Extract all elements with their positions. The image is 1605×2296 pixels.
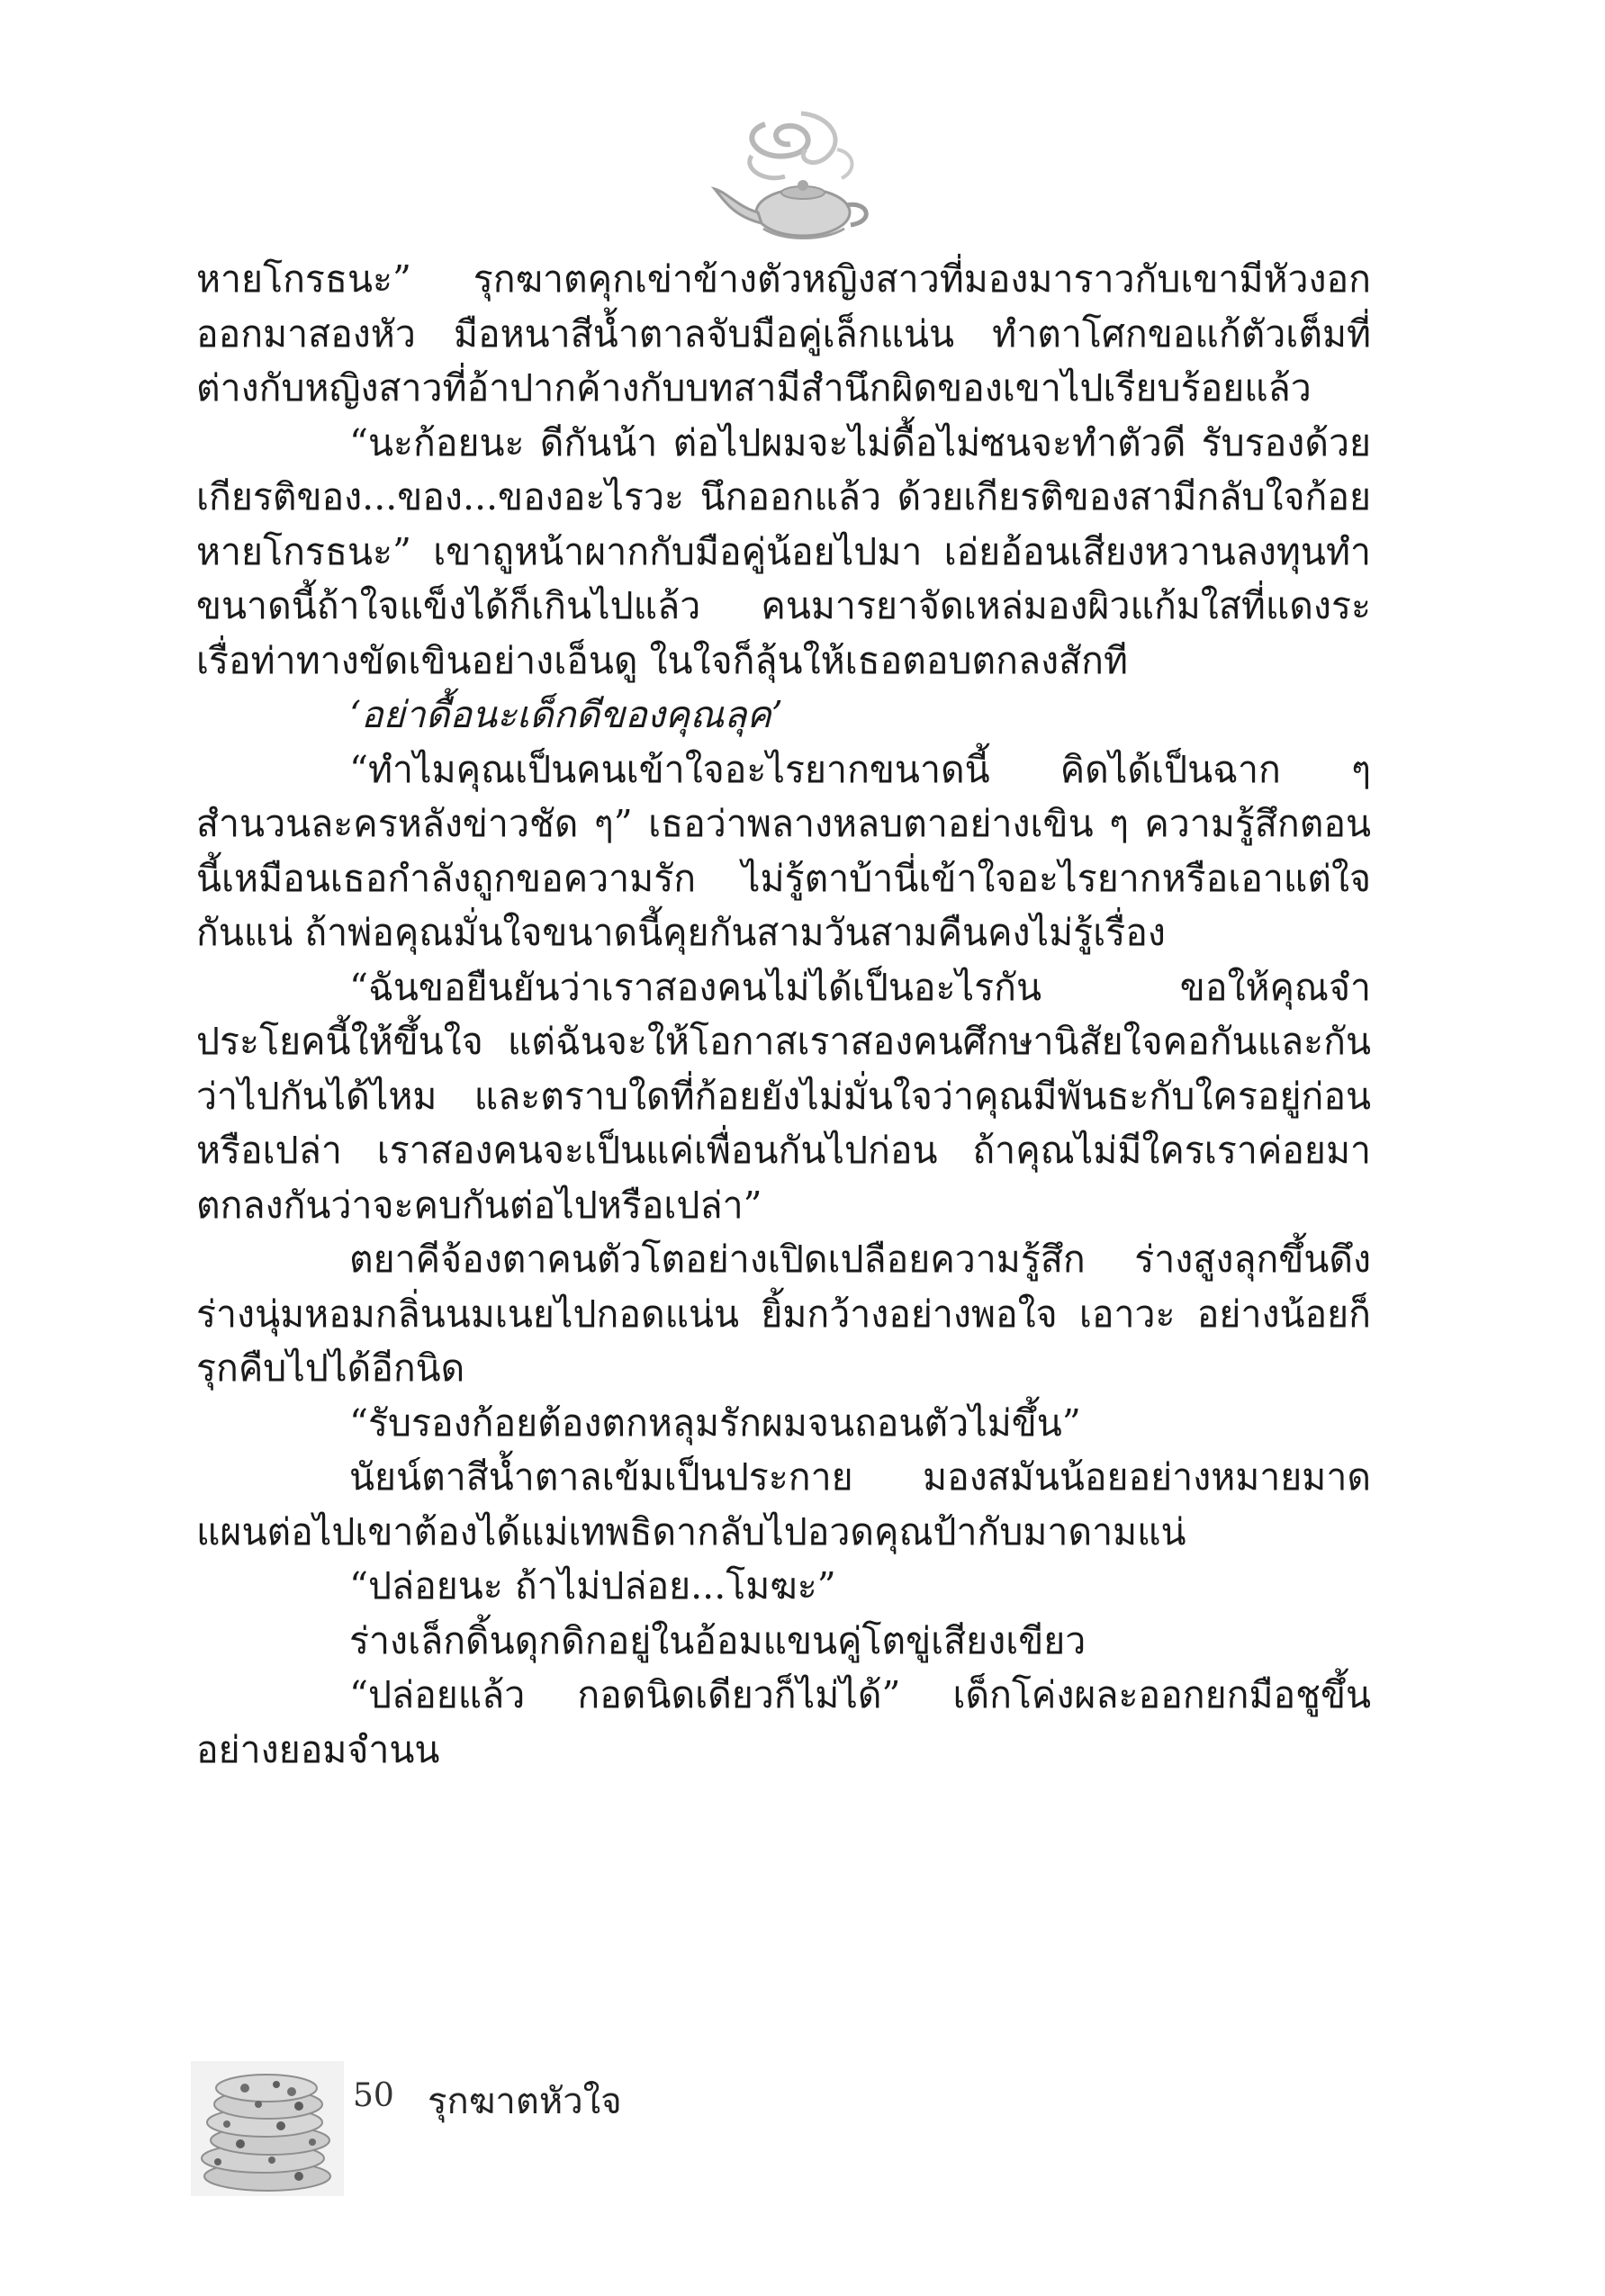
main-text-block: [196, 252, 1371, 2016]
paragraph: “ทำไมคุณเป็นคนเข้าใจอะไรยากขนาดนี้ คิดได้เป็นฉาก ๆ สำนวนละครหลังข่าวชัด ๆ” เธอว่าพลางหลบตาอย่างเขิน ๆ ความรู้สึกตอนนี้เหมือนเธอกำลังถูกขอความรัก ไม่รู้ตาบ้านี่เข้าใจอะไรยากหรือเอาแต่ใจกันแน่ ถ้าพ่อคุณมั่นใจขนาดนี้คุยกันสามวันสามคืนคงไม่รู้เรื่อง: [196, 747, 1371, 954]
paragraph: ตยาคีจ้องตาคนตัวโตอย่างเปิดเปลือยความรู้สึก ร่างสูงลุกขึ้นดึงร่างนุ่มหอมกลิ่นนมเนยไปกอดแน่น ยิ้มกว้างอย่างพอใจ เอาวะ อย่างน้อยก็รุกคืบไปได้อีกนิด: [196, 1238, 1371, 1390]
paragraph: “รับรองก้อยต้องตกหลุมรักผมจนถอนตัวไม่ขึ้น”: [349, 1400, 1081, 1445]
paragraph: นัยน์ตาสีน้ำตาลเข้มเป็นประกาย มองสมันน้อยอย่างหมายมาดแผนต่อไปเขาต้องได้แม่เทพธิดากลับไปอวดคุณป้ากับมาดามแน่: [196, 1455, 1371, 1553]
paragraph: “ปล่อยนะ ถ้าไม่ปล่อย...โมฆะ”: [349, 1564, 836, 1607]
paragraph-italic-thought: ‘อย่าดื้อนะเด็กดีของคุณลุค’: [349, 693, 783, 736]
page-number: 50: [353, 2077, 394, 2114]
paragraph: “ฉันขอยืนยันว่าเราสองคนไม่ได้เป็นอะไรกัน ขอให้คุณจำประโยคนี้ให้ขึ้นใจ แต่ฉันจะให้โอกาสเราสองคนศึกษานิสัยใจคอกันและกันว่าไปกันได้ไหม และตราบใดที่ก้อยยังไม่มั่นใจว่าคุณมีพันธะกับใครอยู่ก่อนหรือเปล่า เราสองคนจะเป็นแค่เพื่อนกันไปก่อน ถ้าคุณไม่มีใครเราค่อยมาตกลงกันว่าจะคบกันต่อไปหรือเปล่า”: [196, 965, 1371, 1227]
paragraph: “ปล่อยแล้ว กอดนิดเดียวก็ไม่ได้” เด็กโค่งผละออกยกมือชูขึ้นอย่างยอมจำนน: [196, 1673, 1371, 1771]
book-title: รุกฆาตหัวใจ: [428, 2081, 622, 2122]
cookie-stack-icon: [191, 2061, 344, 2196]
paragraph: ร่างเล็กดิ้นดุกดิกอยู่ในอ้อมแขนคู่โตขู่เสียงเขียว: [349, 1618, 1087, 1662]
paragraph: “นะก้อยนะ ดีกันน้า ต่อไปผมจะไม่ดื้อไม่ซนจะทำตัวดี รับรองด้วยเกียรติของ...ของ...ของอะไรวะ นึกออกแล้ว ด้วยเกียรติของสามีกลับใจก้อยหายโกรธนะ” เขาถูหน้าผากกับมือคู่น้อยไปมา เอ่ยอ้อนเสียงหวานลงทุนทำขนาดนี้ถ้าใจแข็งได้ก็เกินไปแล้ว คนมารยาจัดเหล่มองผิวแก้มใสที่แดงระเรื่อท่าทางขัดเขินอย่างเอ็นดู ในใจก็ลุ้นให้เธอตอบตกลงสักที: [196, 420, 1371, 682]
teapot-steam-icon: [702, 106, 882, 255]
paragraph: หายโกรธนะ” รุกฆาตคุกเข่าข้างตัวหญิงสาวที่มองมาราวกับเขามีหัวงอกออกมาสองหัว มือหนาสีน้ำตาลจับมือคู่เล็กแน่น ทำตาโศกขอแก้ตัวเต็มที่ต่างกับหญิงสาวที่อ้าปากค้างกับบทสามีสำนึกผิดของเขาไปเรียบร้อยแล้ว: [196, 257, 1371, 410]
